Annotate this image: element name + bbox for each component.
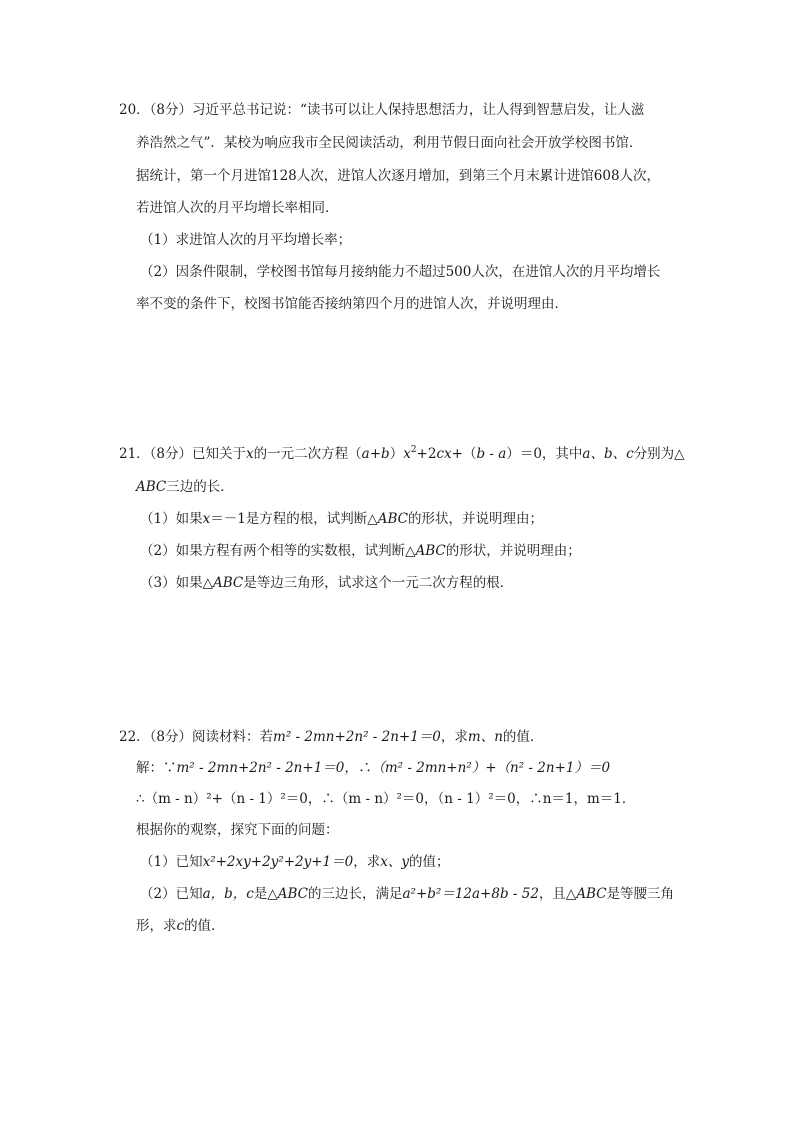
q21-s1-abc: ABC xyxy=(377,511,408,527)
q21-triangle: ABC xyxy=(136,479,167,495)
q22-equation: m² - 2mn+2n² - 2n+1＝0 xyxy=(273,729,441,745)
q22-s1-equation: x²+2xy+2y²+2y+1＝0 xyxy=(202,854,354,870)
q21-line-2-text: 三边的长． xyxy=(166,479,234,495)
q21-var-b: b xyxy=(381,446,390,462)
q20-sub-2a: （2）因条件限制，学校图书馆每月接纳能力不超过500人次，在进馆人次的月平均增长 xyxy=(140,264,661,280)
q21-line-2 xyxy=(136,477,234,497)
q22-s2-cont-post: 的值． xyxy=(184,918,225,934)
q21-tail: 分别为△ xyxy=(633,446,685,462)
q22-s2-var-c: c xyxy=(176,918,185,934)
q21-s3-pre: （3）如果△ xyxy=(140,575,213,591)
q22-s2-post: ，且△ xyxy=(538,886,577,902)
q21-var-b2: b xyxy=(476,446,486,462)
q22-sub-2-cont xyxy=(136,916,225,936)
q21-vars-abc: a、b、c xyxy=(582,446,634,462)
q22-s1-vars: x、y xyxy=(380,854,409,870)
q22-line-3: ∴（m - n）²+（n - 1）²＝0，∴（m - n）²＝0，（n - 1）²＝0，∴n＝1，m＝1． xyxy=(136,791,636,807)
q20-line-2: 养浩然之气”．某校为响应我市全民阅读活动，利用节假日面向社会开放学校图书馆． xyxy=(136,135,643,151)
q22-solution-label: 解：∵ xyxy=(136,760,177,776)
q22-s2-abc2: ABC xyxy=(576,886,607,902)
q22-s1-pre: （1）已知 xyxy=(140,854,203,870)
q22-s2-cont-pre: 形，求 xyxy=(136,918,177,934)
q21-s2-post: 的形状，并说明理由； xyxy=(445,543,581,559)
q21-var-cx: cx xyxy=(436,446,452,462)
q21-minus: - xyxy=(485,446,499,462)
q21-s1-pre: （1）如果 xyxy=(140,511,203,527)
q20-sub-2b: 率不变的条件下，校图书馆能否接纳第四个月的进馆人次，并说明理由． xyxy=(136,296,568,312)
q22-solution-step-1: m² - 2mn+2n² - 2n+1＝0，∴（m² - 2mn+n²）+（n² - 2n+1）＝0 xyxy=(176,760,611,776)
q21-sub-3 xyxy=(140,573,513,593)
q21-number: 21．（8分）已知关于 xyxy=(119,446,247,462)
q22-s2-end: 是等腰三角 xyxy=(606,886,675,902)
q22-l1-end: 的值． xyxy=(502,729,544,745)
q21-s1-mid: ＝－1是方程的根，试判断△ xyxy=(210,511,378,527)
q21-paren-open: +（ xyxy=(451,446,477,462)
q21-exponent: 2 xyxy=(410,445,417,455)
q21-var-x: x xyxy=(246,446,254,462)
q22-line-1 xyxy=(119,727,543,747)
q20-sub-1: （1）求进馆人次的月平均增长率； xyxy=(140,232,352,248)
q22-s2-equation: a²+b²＝12a+8b - 52 xyxy=(402,886,539,902)
q20-line-3: 据统计，第一个月进馆128人次，进馆人次逐月增加，到第三个月末累计进馆608人次， xyxy=(136,168,661,184)
q21-coef: +2 xyxy=(416,446,437,462)
q21-eq: ）＝0，其中 xyxy=(506,446,583,462)
q21-line-1 xyxy=(119,444,685,464)
q22-sub-2 xyxy=(140,884,674,904)
q22-s2-abc: ABC xyxy=(277,886,308,902)
q21-s1-x: x xyxy=(202,511,211,527)
q22-s2-pre: （2）已知 xyxy=(140,886,203,902)
q22-s1-post: ，求 xyxy=(353,854,381,870)
q21-s3-post: 是等边三角形，试求这个一元二次方程的根． xyxy=(243,575,514,591)
q20-line-1: 20．（8分）习近平总书记说：“读书可以让人保持思想活力，让人得到智慧启发，让人滋 xyxy=(119,102,645,118)
q21-plus: + xyxy=(369,446,382,462)
q22-s2-vars: a，b，c xyxy=(202,886,254,902)
q20-line-4: 若进馆人次的月平均增长率相同． xyxy=(136,200,339,216)
q21-sub-1 xyxy=(140,509,543,529)
q22-number: 22．（8分）阅读材料：若 xyxy=(119,729,274,745)
q21-text: 的一元二次方程（ xyxy=(253,446,362,462)
q22-line-4: 根据你的观察，探究下面的问题： xyxy=(136,822,339,838)
q21-sub-2 xyxy=(140,541,581,561)
q22-s1-end: 的值； xyxy=(408,854,450,870)
q22-s2-mid: 是△ xyxy=(253,886,278,902)
q22-sub-1 xyxy=(140,852,449,872)
q21-var-a: a xyxy=(361,446,370,462)
q21-s2-pre: （2）如果方程有两个相等的实数根，试判断△ xyxy=(140,543,416,559)
q22-l1-post: ，求 xyxy=(440,729,468,745)
q22-s2-mid2: 的三边长，满足 xyxy=(308,886,403,902)
q21-s2-abc: ABC xyxy=(415,543,446,559)
q21-var-x2: x xyxy=(403,446,411,462)
q22-l1-vars: m、n xyxy=(467,729,503,745)
q21-s3-abc: ABC xyxy=(212,575,244,591)
q22-line-2 xyxy=(136,758,610,778)
q21-paren: ） xyxy=(389,446,404,462)
q21-s1-post: 的形状，并说明理由； xyxy=(407,511,543,527)
q21-var-a2: a xyxy=(498,446,507,462)
